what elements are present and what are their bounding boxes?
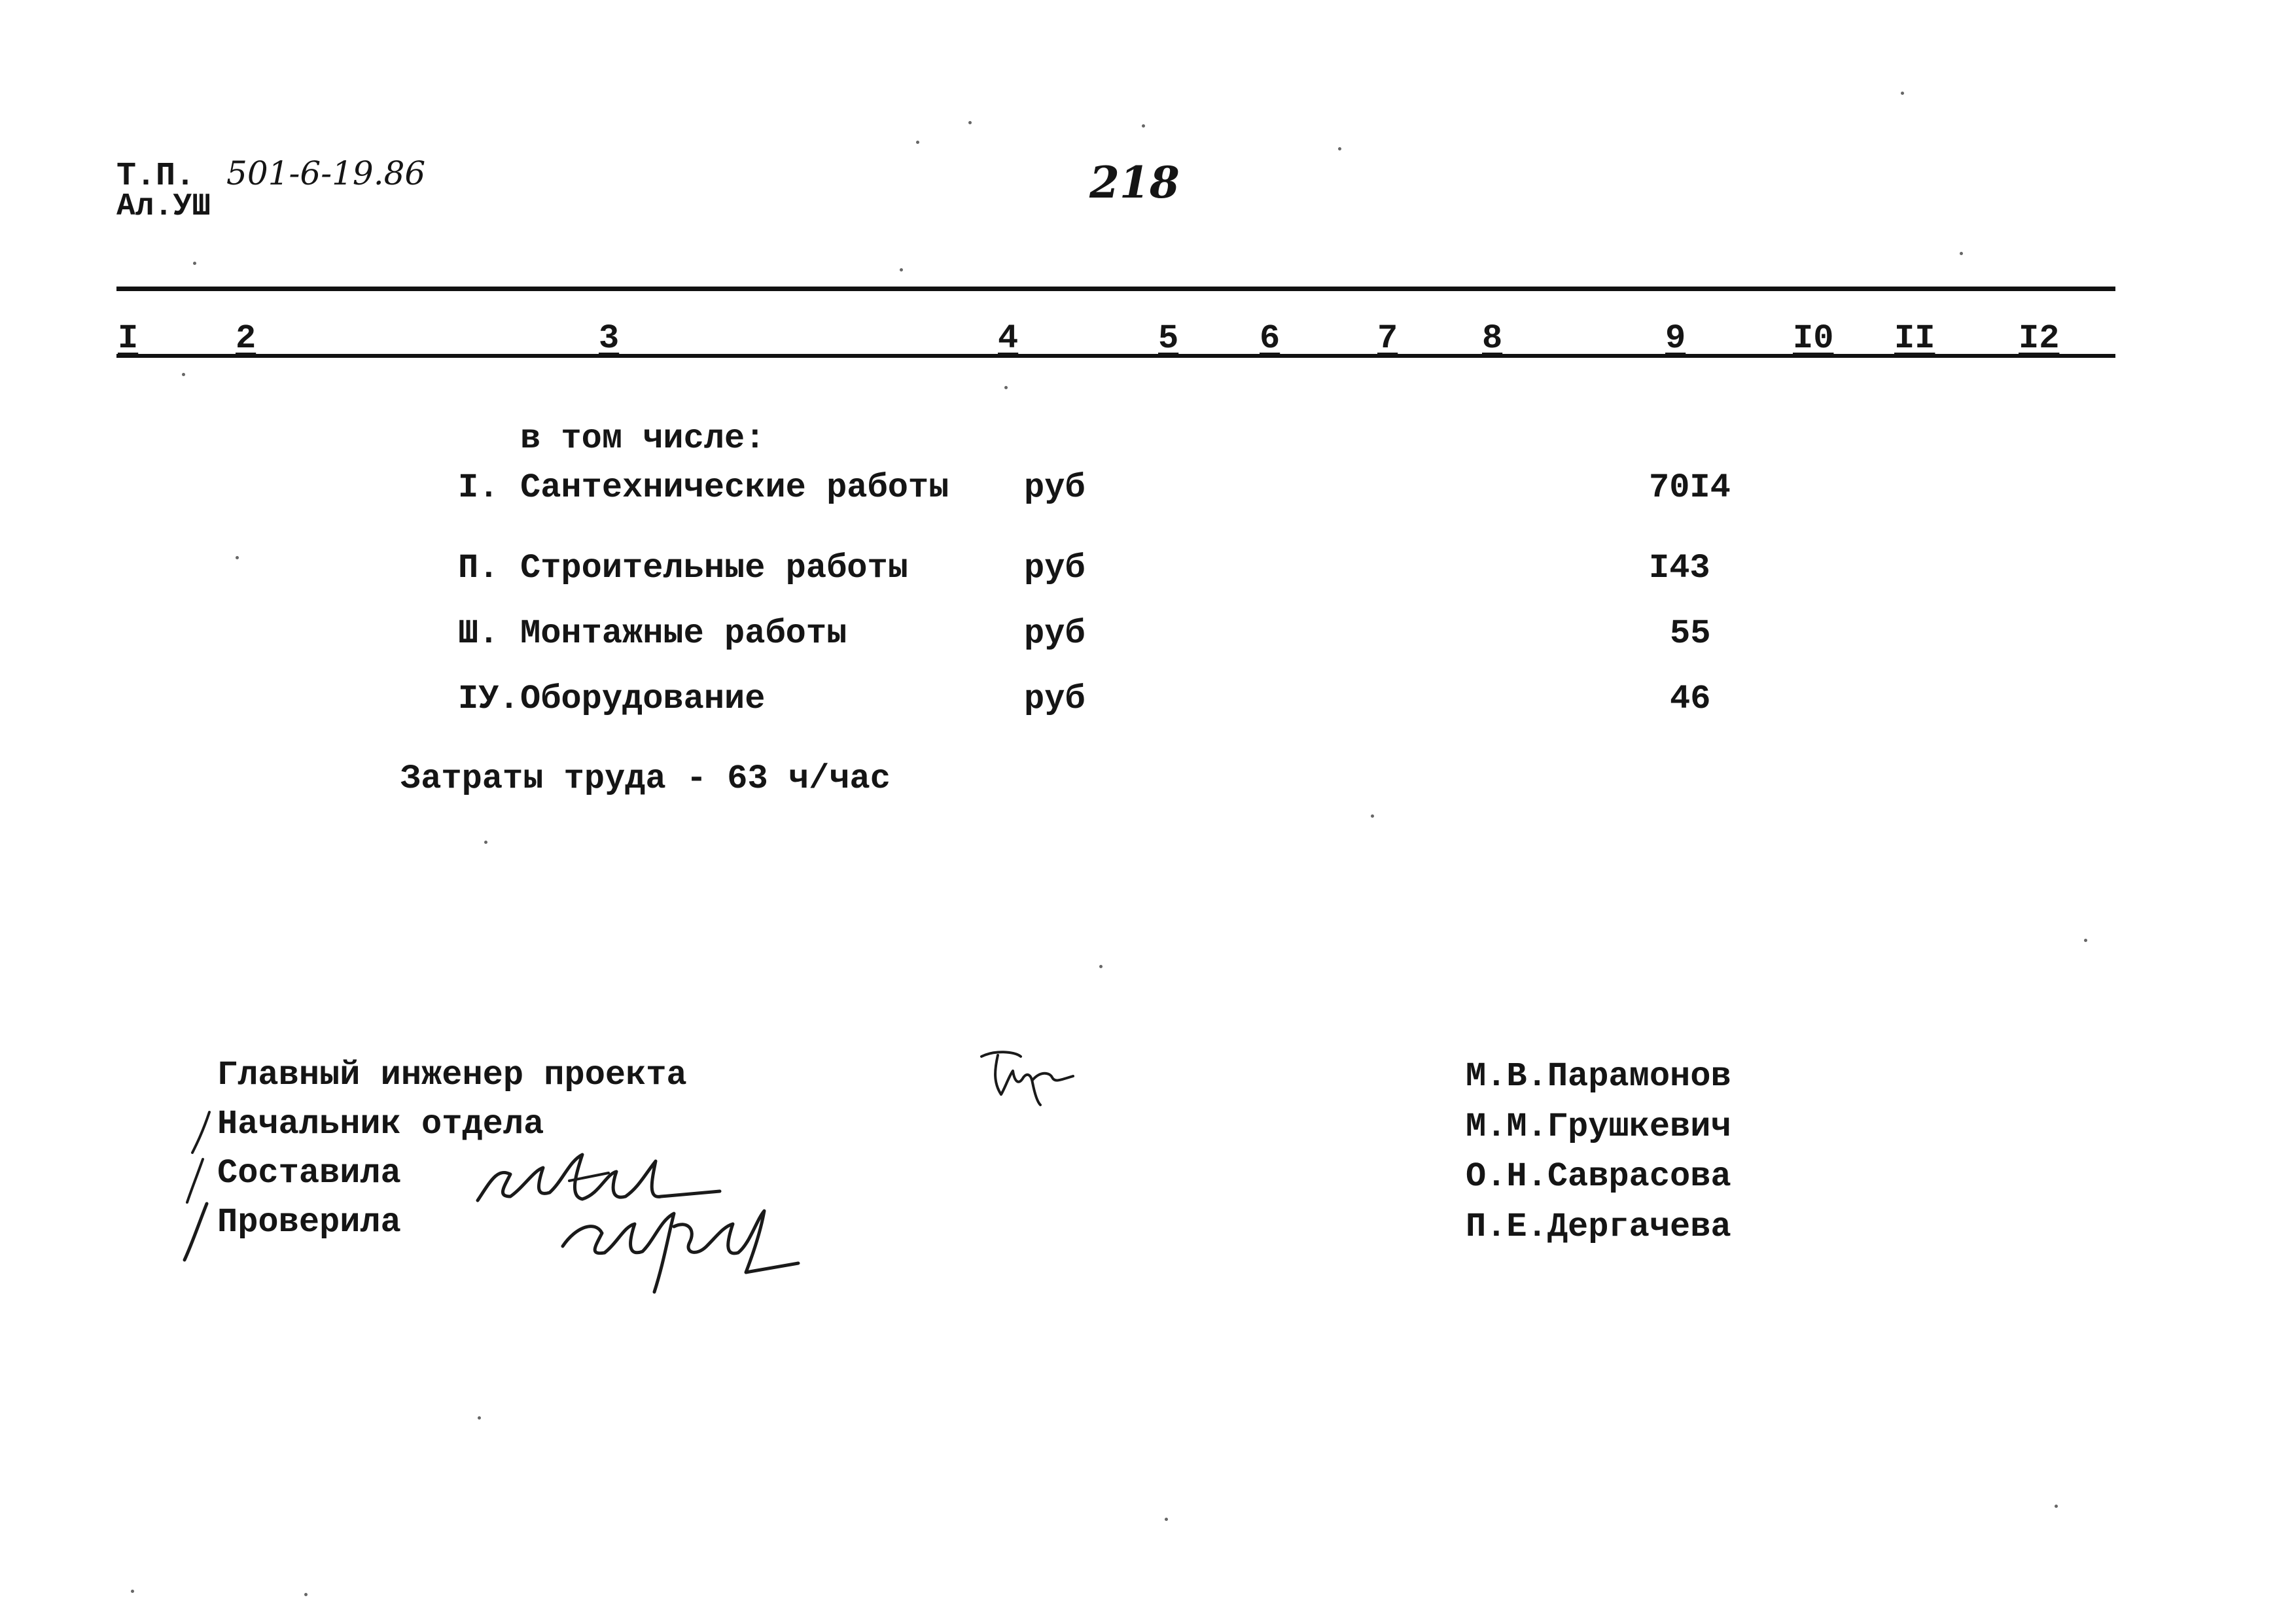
- scan-speck: [304, 1593, 308, 1596]
- row-unit: руб: [1024, 614, 1086, 653]
- scan-speck: [1338, 147, 1341, 150]
- column-number: 4: [998, 319, 1019, 358]
- scan-speck: [2055, 1505, 2058, 1508]
- series-prefix: Т.П.: [116, 158, 196, 195]
- column-number: 8: [1482, 319, 1503, 358]
- scan-speck: [236, 556, 239, 559]
- row-name: Строительные работы: [520, 549, 908, 587]
- intro-text: в том числе:: [520, 419, 766, 458]
- scan-speck: [1004, 386, 1008, 389]
- checked-by-signature-icon: [556, 1200, 805, 1299]
- row-name: Сантехнические работы: [520, 468, 949, 507]
- row-unit: руб: [1024, 468, 1086, 507]
- scan-speck: [1142, 124, 1145, 128]
- chief-engineer-role: Главный инженер проекта: [217, 1056, 687, 1094]
- row-name: Оборудование: [520, 680, 766, 718]
- scan-speck: [484, 841, 487, 844]
- row-value: 46: [1670, 680, 1711, 718]
- column-number: II: [1894, 319, 1935, 358]
- scan-speck: [1165, 1518, 1168, 1521]
- table-top-rule: [116, 287, 2115, 291]
- scan-speck: [478, 1416, 481, 1420]
- row-number: IУ.: [458, 680, 520, 718]
- row-value: 70I4: [1649, 468, 1731, 507]
- row-number: I.: [458, 468, 499, 507]
- scan-speck: [182, 373, 185, 376]
- scan-speck: [900, 268, 903, 271]
- chief-engineer-name: М.В.Парамонов: [1466, 1057, 1731, 1096]
- department-head-role: Начальник отдела: [217, 1105, 544, 1143]
- scan-speck: [1960, 252, 1963, 255]
- column-number: 2: [236, 319, 256, 358]
- scan-speck: [1371, 814, 1374, 818]
- row-value: I43: [1649, 549, 1710, 587]
- row-value: 55: [1670, 614, 1711, 653]
- column-number: I: [118, 319, 139, 358]
- row-number: П.: [458, 549, 499, 587]
- column-number: I0: [1793, 319, 1834, 358]
- checked-by-role: Проверила: [217, 1203, 401, 1242]
- scan-speck: [968, 121, 972, 124]
- row-name: Монтажные работы: [520, 614, 847, 653]
- column-number: 9: [1665, 319, 1686, 358]
- scan-speck: [131, 1590, 134, 1593]
- column-number: 5: [1158, 319, 1179, 358]
- page-number: 218: [1089, 157, 1180, 208]
- compiled-by-role: Составила: [217, 1154, 401, 1193]
- checked-by-name: П.Е.Дергачева: [1466, 1208, 1731, 1246]
- row-unit: руб: [1024, 680, 1086, 718]
- series-number: 501-6-19.86: [226, 154, 426, 192]
- scan-speck: [916, 141, 919, 144]
- scan-speck: [2084, 939, 2087, 942]
- column-number: 7: [1377, 319, 1398, 358]
- tick-mark-icon: [177, 1106, 216, 1263]
- scan-speck: [193, 262, 196, 265]
- column-number: 3: [599, 319, 620, 358]
- compiled-by-name: О.Н.Саврасова: [1466, 1157, 1731, 1196]
- row-unit: руб: [1024, 549, 1086, 587]
- department-head-name: М.М.Грушкевич: [1466, 1108, 1731, 1146]
- column-number: I2: [2019, 319, 2060, 358]
- scan-speck: [1901, 92, 1904, 95]
- row-number: Ш.: [458, 614, 499, 653]
- scan-speck: [1099, 965, 1103, 968]
- chief-engineer-signature-icon: [975, 1037, 1086, 1109]
- column-number: 6: [1260, 319, 1280, 358]
- labor-cost: Затраты труда - 63 ч/час: [400, 759, 891, 798]
- album-label: Ал.УШ: [116, 189, 211, 224]
